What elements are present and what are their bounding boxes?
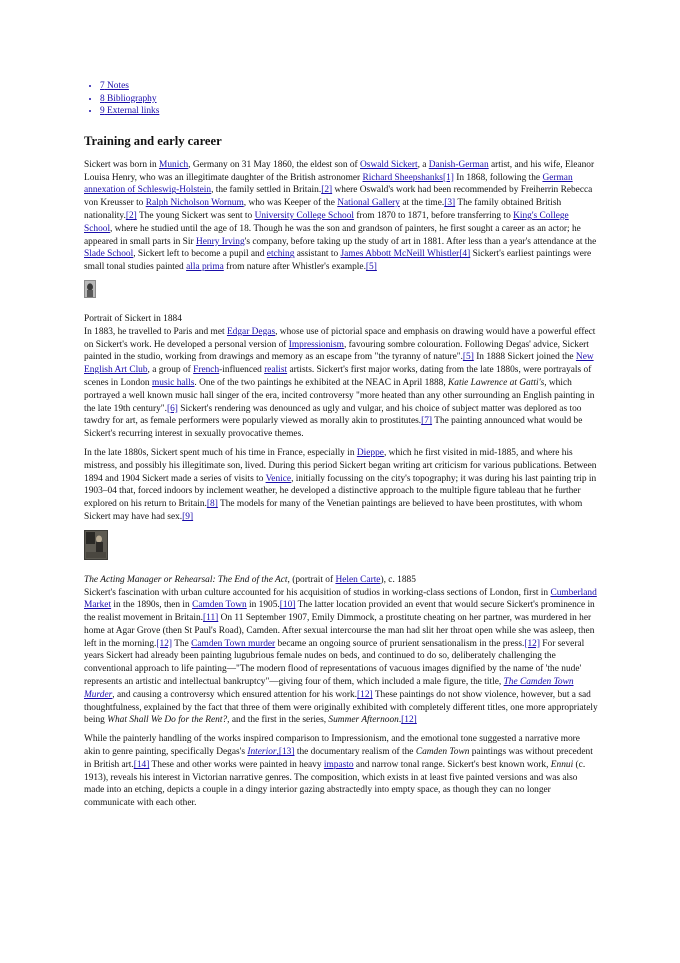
toc-link-external-links[interactable]: 9 External links xyxy=(100,106,160,117)
ref-link[interactable]: [12] xyxy=(156,638,173,649)
link-richard-sheepshanks[interactable]: Richard Sheepshanks xyxy=(362,172,443,183)
link-helen-carte[interactable]: Helen Carte xyxy=(335,574,381,585)
paragraph-camden: Sickert's fascination with urban culture accounted for his acquisition of studios in working-class sections of London, first in Cumberland Market in the 1890s, then in Camden Town in 1905.[10] The latter location provided an event that would secure Sickert's prominence in the realist movement in Britain.[11] On 11 September 1907, Emily Dimmock, a prostitute cheating on her partner, was murdered in her home at Agar Grove (then St Paul's Road), Camden. After sexual intercourse the man had slit her throat open while she was asleep, then left in the morning.[12] The Camden Town murder became an ongoing source of prurient sensationalism in the press.[12] For several years Sickert had already been painting lugubrious female nudes on beds, and continued to do so, deliberately challenging the conventional approach to life painting—"The modern flood of representations of vacuous images dignified by the name of 'the nude' represents an artistic and intellectual bankruptcy"—giving four of them, which included a male figure, the title, The Camden Town Murder, and causing a controversy which ensured attention for his work.[12] These paintings do not show violence, however, but a sad thoughtfulness, explained by the fact that three of them were originally exhibited with completely different titles, one more appropriately being What Shall We Do for the Rent?, and the first in the series, Summer Afternoon.[12] xyxy=(84,587,598,726)
ref-link[interactable]: [14] xyxy=(133,759,150,770)
link-camden-town-murder[interactable]: Camden Town murder xyxy=(191,638,276,649)
link-interior[interactable] xyxy=(247,747,276,757)
link-etching[interactable]: etching xyxy=(266,249,295,260)
link-edgar-degas[interactable]: Edgar Degas xyxy=(226,326,276,337)
link-slade-school[interactable]: Slade School xyxy=(84,249,134,260)
link-cumberland-market[interactable]: Cumberland Market xyxy=(84,587,597,611)
image-caption: Portrait of Sickert in 1884 xyxy=(84,313,182,324)
toc-item-notes xyxy=(100,80,598,93)
link-munich[interactable]: Munich xyxy=(159,159,189,170)
ref-link[interactable]: [10] xyxy=(279,600,296,611)
ref-link[interactable]: [9] xyxy=(182,511,194,522)
ref-link[interactable]: [12] xyxy=(357,689,373,700)
ref-link[interactable]: [7] xyxy=(421,416,433,427)
link-french[interactable]: French xyxy=(193,365,220,376)
article-page xyxy=(84,80,598,816)
link-impressionism[interactable]: Impressionism xyxy=(288,339,344,350)
ref-link[interactable]: [5] xyxy=(365,262,377,273)
toc-link-bibliography[interactable]: 8 Bibliography xyxy=(100,93,157,104)
toc-item-external-links xyxy=(100,105,598,118)
ref-link[interactable]: [5] xyxy=(462,352,474,363)
ref-link[interactable]: [12] xyxy=(401,715,417,726)
artwork-title: The Acting Manager or Rehearsal: The End of the Act xyxy=(84,574,288,585)
link-venice[interactable]: Venice xyxy=(265,473,292,484)
ref-link[interactable]: [11] xyxy=(202,613,219,624)
paragraph-birth: Sickert was born in Munich, Germany on 31 May 1860, the eldest son of Oswald Sickert, a Danish-German artist, and his wife, Eleanor Louisa Henry, who was an illegitimate daughter of the British astronomer Richard Sheepshanks[1] In 1868, following the German annexation of Schleswig-Holstein, the family settled in Britain.[2] where Oswald's work had been recommended by Freiherrin Rebecca von Kreusser to Ralph Nicholson Wornum, who was Keeper of the National Gallery at the time.[3] The family obtained British nationality.[2] The young Sickert was sent to University College School from 1870 to 1871, before transferring to King's College School, where he studied until the age of 18. Though he was the son and grandson of painters, he first sought a career as an actor; he appeared in small parts in Sir Henry Irving's company, before taking up the study of art in 1881. After less than a year's attendance at the Slade School, Sickert left to become a pupil and etching assistant to James Abbott McNeill Whistler[4] Sickert's earliest paintings were small tonal studies painted alla prima from nature after Whistler's example.[5] xyxy=(84,159,597,273)
ref-link[interactable]: [8] xyxy=(206,499,218,510)
link-dieppe[interactable]: Dieppe xyxy=(356,447,384,458)
paragraph-france: In the late 1880s, Sickert spent much of his time in France, especially in Dieppe, which he first visited in mid-1885, and where his mistress, and possibly his illegitimate son, lived. During this period Sickert began writing art criticism for various publications. Between 1894 and 1904 Sickert made a series of visits to Venice, initially focussing on the city's topography; it was during his last painting trip in 1903–04 that, forced indoors by inclement weather, he developed a distinctive approach to the multiple figure tableau that he further explored on his return to Britain.[8] The models for many of the Venetian paintings are believed to have been prostitutes, with whom Sickert may have had sex.[9] xyxy=(84,447,597,522)
ref-link[interactable]: [2] xyxy=(125,210,137,221)
ref-link[interactable]: ,[13] xyxy=(276,747,295,758)
link-university-college-school[interactable]: University College School xyxy=(254,210,355,221)
artwork-title: Camden Town xyxy=(415,747,470,758)
section-heading: Training and early career xyxy=(84,133,222,148)
ref-link[interactable]: [1] xyxy=(442,172,454,183)
link-realist[interactable]: realist xyxy=(264,365,288,376)
paragraph-paris: In 1883, he travelled to Paris and met Edgar Degas, whose use of pictorial space and emphasis on drawing would have a powerful effect on Sickert's work. He developed a personal version of Impressionism, favouring sombre colouration. Following Degas' advice, Sickert painted in the studio, working from drawings and memory as an escape from "the tyranny of nature".[5] In 1888 Sickert joined the New English Art Club, a group of French-influenced realist artists. Sickert's first major works, dating from the late 1880s, were portrayals of scenes in London music halls. One of the two paintings he exhibited at the NEAC in April 1888, Katie Lawrence at Gatti's, which portrayed a well known music hall singer of the era, incited controversy "more heated than any other surrounding an English painting in the late 19th century".[6] Sickert's rendering was denounced as ugly and vulgar, and his choice of subject matter was deplored as too tawdry for art, as female performers were popularly viewed as morally akin to prostitutes.[7] The painting announced what would be Sickert's recurring interest in sexually provocative themes. xyxy=(84,326,596,440)
artwork-title: Katie Lawrence at Gatti's xyxy=(448,377,545,388)
link-schleswig-holstein[interactable]: German annexation of Schleswig-Holstein xyxy=(84,172,573,196)
link-new-english-art-club[interactable]: New English Art Club xyxy=(84,352,594,376)
ref-link[interactable]: [3] xyxy=(444,198,456,209)
artwork-title: What Shall We Do for the Rent? xyxy=(107,715,228,726)
artwork-title: The Camden Town Murder xyxy=(84,677,574,700)
link-whistler[interactable]: James Abbott McNeill Whistler xyxy=(340,249,460,260)
image-caption: The Acting Manager or Rehearsal: The End of the Act, (portrait of Helen Carte), c. 1885 xyxy=(84,574,416,585)
toc-link-notes[interactable]: 7 Notes xyxy=(100,81,129,91)
painting-thumbnail[interactable] xyxy=(84,530,108,560)
link-camden-town[interactable]: Camden Town xyxy=(192,600,247,611)
link-national-gallery[interactable]: National Gallery xyxy=(337,198,400,209)
link-impasto[interactable]: impasto xyxy=(323,759,354,770)
artwork-title: Ennui xyxy=(550,759,574,770)
link-danish-german[interactable]: Danish-German xyxy=(428,159,489,170)
portrait-thumbnail[interactable] xyxy=(84,280,96,298)
table-of-contents xyxy=(84,80,598,118)
link-alla-prima[interactable]: alla prima xyxy=(186,262,224,273)
ref-link[interactable]: [2] xyxy=(321,185,333,196)
link-wornum[interactable]: Ralph Nicholson Wornum xyxy=(145,198,244,209)
artwork-title: Summer Afternoon xyxy=(328,715,399,726)
ref-link[interactable]: [4] xyxy=(459,249,471,260)
ref-link[interactable]: [12] xyxy=(524,638,540,649)
ref-link[interactable]: [6] xyxy=(166,403,178,414)
link-oswald-sickert[interactable]: Oswald Sickert xyxy=(360,159,418,170)
link-music-halls[interactable]: music halls xyxy=(151,377,195,388)
paragraph-painterly: While the painterly handling of the works inspired comparison to Impressionism, and the emotional tone suggested a narrative more akin to genre painting, specifically Degas's Interior,[13] the documentary realism of the Camden Town paintings was without precedent in British art.[14] These and other works were painted in heavy impasto and narrow tonal range. Sickert's best known work, Ennui (c. 1913), reveals his interest in Victorian narrative genres. The composition, which exists in at least five painted versions and was also made into an etching, depicts a couple in a dingy interior gazing abstractedly into empty space, as though they can no longer communicate with each other. xyxy=(84,734,593,809)
link-henry-irving[interactable]: Henry Irving xyxy=(195,236,245,247)
link-kings-college-school[interactable]: King's College School xyxy=(84,210,569,234)
artwork-title: Interior xyxy=(247,747,277,758)
toc-item-bibliography xyxy=(100,93,598,106)
